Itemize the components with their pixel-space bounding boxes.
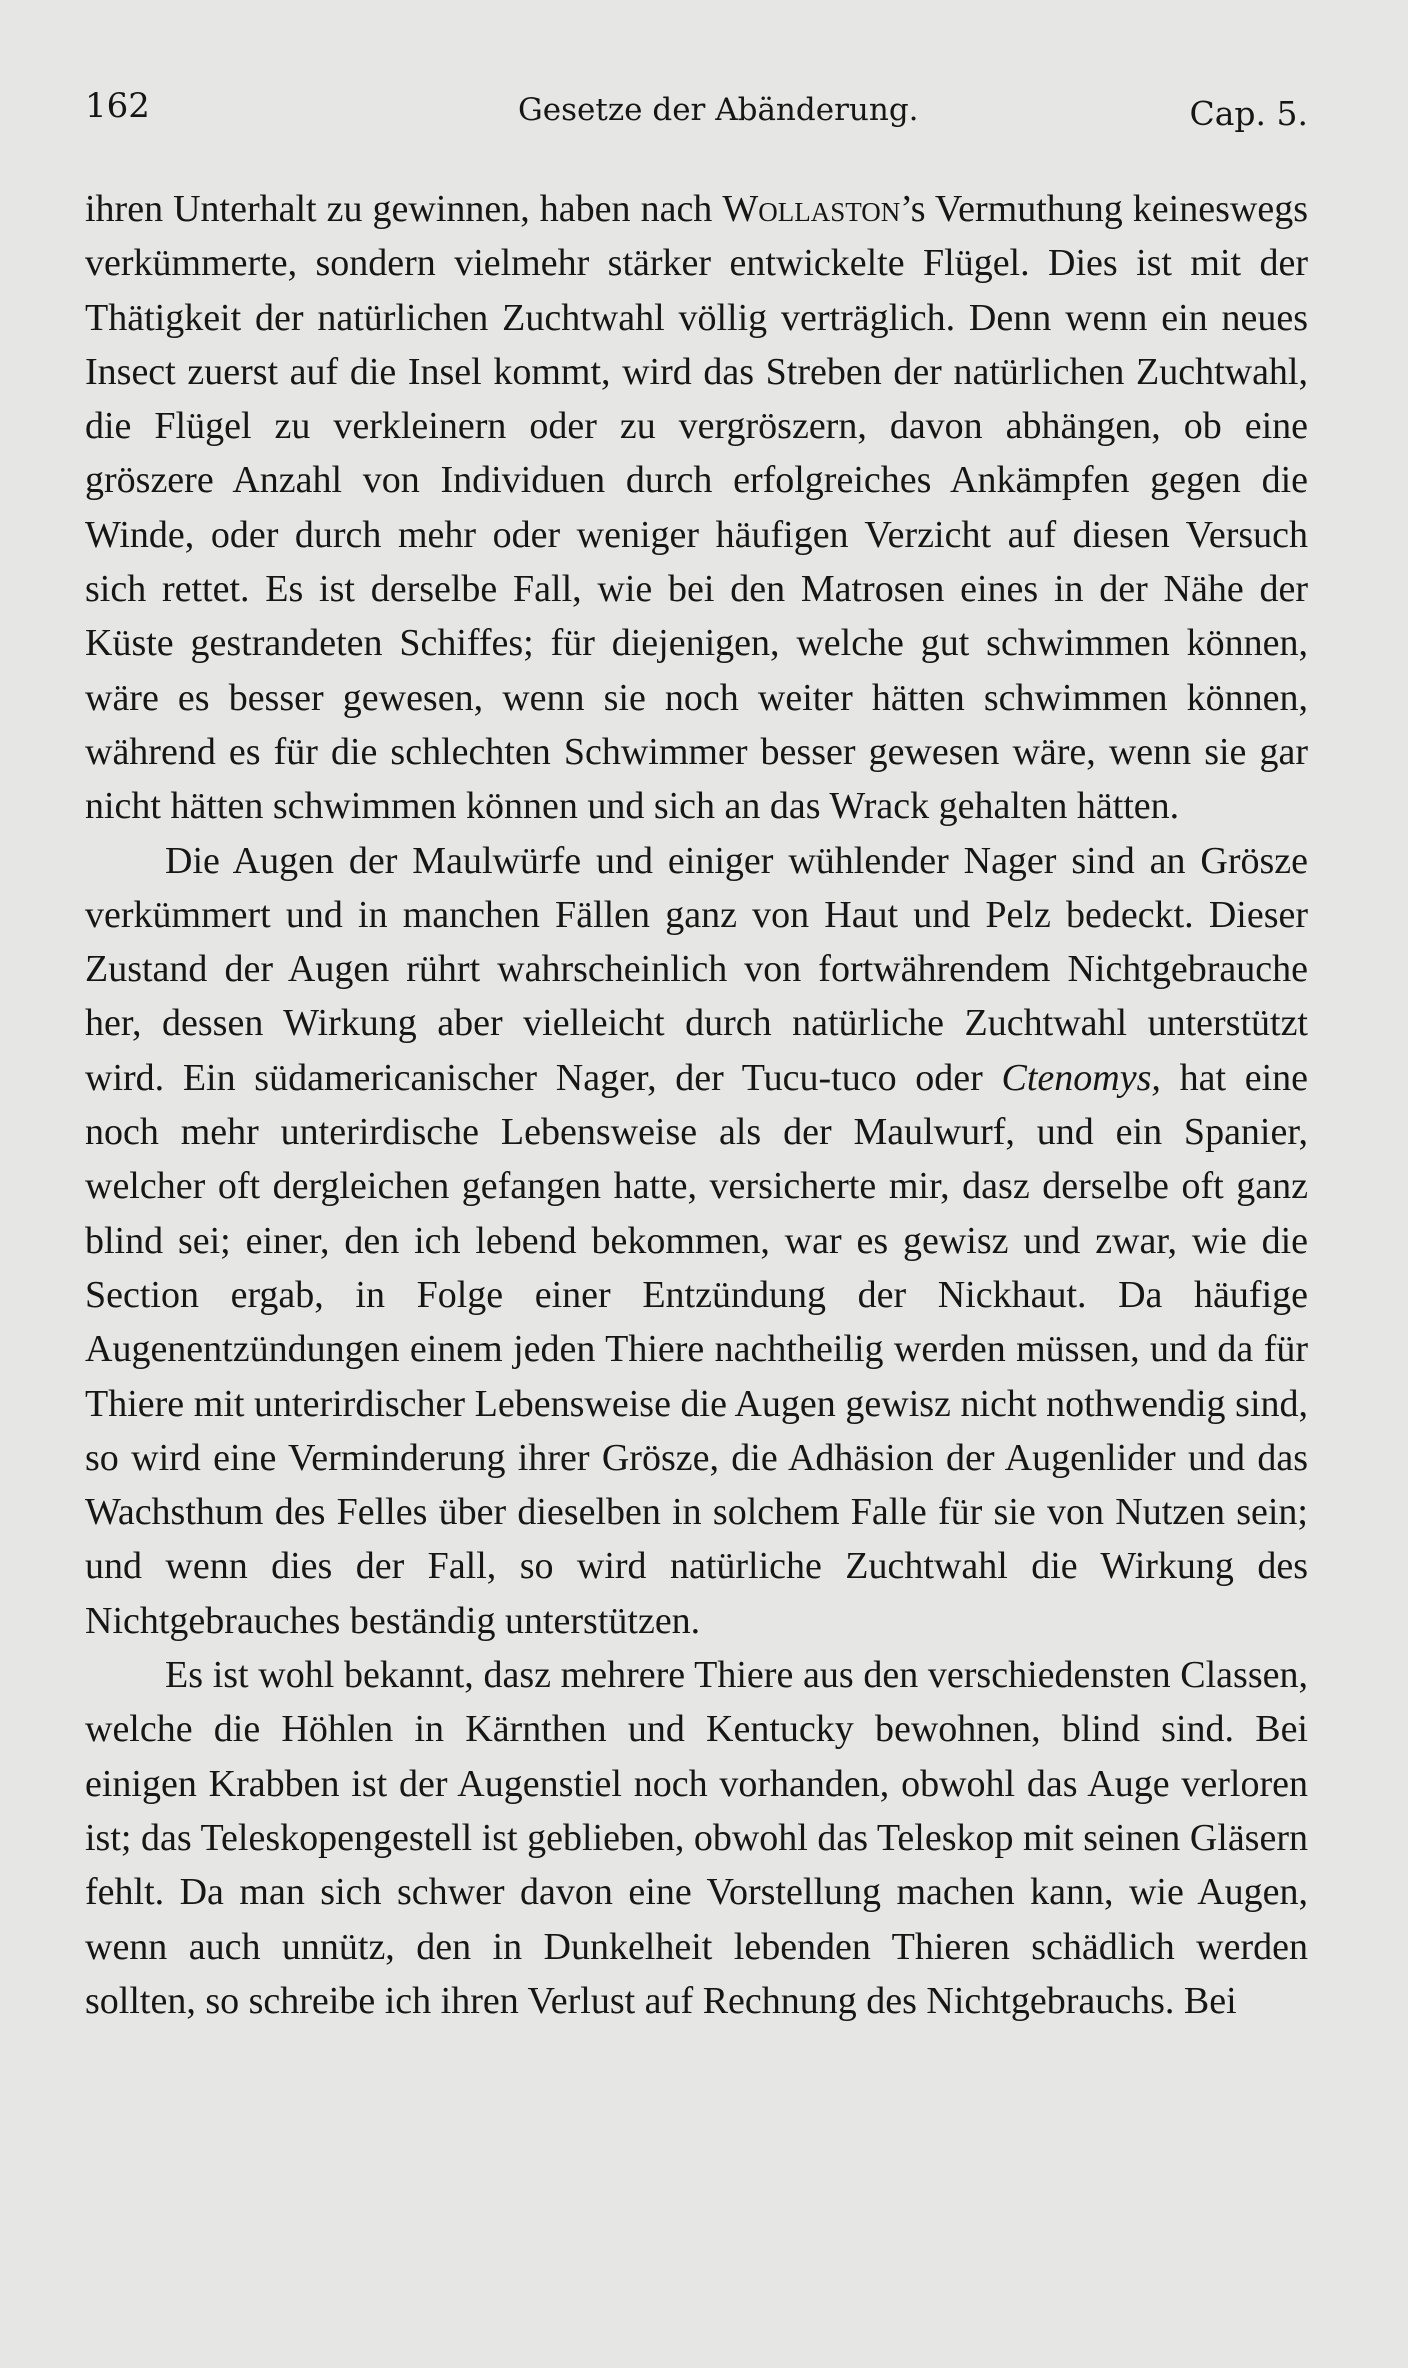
page-number: 162 [85,86,150,126]
paragraph-text: Die Augen der Maulwürfe und einiger wühlender Nager sind an Grösze verkümmert und in manchen Fällen ganz von Haut und Pelz bedeckt. Dieser Zustand der Augen rührt wahrscheinlich von fortwährendem Nichtgebrauche her, dessen Wirkung aber vielleicht durch natürliche Zuchtwahl unterstützt wird. Ein südamericanischer Nager, der Tucu-tuco oder [85,839,1308,1099]
paragraph-cave-animals [85,1648,1308,2028]
body-text [85,182,1308,2028]
paragraph-eyes-moles [85,834,1308,1648]
paragraph-wings [85,182,1308,834]
paragraph-text: ’s Vermuthung keineswegs verkümmerte, sondern vielmehr stärker entwickelte Flügel. Dies ist mit der Thätigkeit der natürlichen Zuchtwahl völlig verträglich. Denn wenn ein neues Insect zuerst auf die Insel kommt, wird das Streben der natürlichen Zuchtwahl, die Flügel zu verkleinern oder zu vergröszern, davon abhängen, ob eine gröszere Anzahl von Individuen durch erfolgreiches Ankämpfen gegen die Winde, oder durch mehr oder weniger häufigen Verzicht auf diesen Versuch sich rettet. Es ist derselbe Fall, wie bei den Matrosen eines in der Nähe der Küste gestrandeten Schiffes; für diejenigen, welche gut schwimmen können, wäre es besser gewesen, wenn sie noch weiter hätten schwimmen können, während es für die schlechten Schwimmer besser gewesen wäre, wenn sie gar nicht hätten schwimmen können und sich an das Wrack gehalten hätten. [85,188,1308,828]
author-name: Wollaston [722,188,901,230]
chapter-label: Cap. 5. [1189,94,1308,133]
paragraph-text: hat eine noch mehr unterirdische Lebensweise als der Maulwurf, und ein Spanier, welcher oft dergleichen gefangen hatte, versicherte mir, dasz derselbe oft ganz blind sei; einer, den ich lebend bekommen, war es gewisz und zwar, wie die Section ergab, in Folge einer Entzündung der Nickhaut. Da häufige Augenentzündungen einem jeden Thiere nachtheilig werden müssen, und da für Thiere mit unterirdischer Lebensweise die Augen gewisz nicht nothwendig sind, so wird eine Verminderung ihrer Grösze, die Adhäsion der Augenlider und das Wachsthum des Felles über dieselben in solchem Falle für sie von Nutzen sein; und wenn dies der Fall, so wird natürliche Zuchtwahl die Wirkung des Nichtgebrauches beständig unterstützen. [85,1056,1308,1642]
genus-name: Ctenomys, [1001,1056,1161,1099]
paragraph-text: ihren Unterhalt zu gewinnen, haben nach [85,188,723,230]
running-title: Gesetze der Abänderung. [518,92,919,128]
paragraph-text: Es ist wohl bekannt, dasz mehrere Thiere aus den verschiedensten Classen, welche die Höhlen in Kärnthen und Kentucky bewohnen, blind sind. Bei einigen Krabben ist der Augenstiel noch vorhanden, obwohl das Auge verloren ist; das Teleskopengestell ist geblieben, obwohl das Teleskop mit seinen Gläsern fehlt. Da man sich schwer davon eine Vorstellung machen kann, wie Augen, wenn auch unnütz, den in Dunkelheit lebenden Thieren schädlich werden sollten, so schreibe ich ihren Verlust auf Rechnung des Nichtgebrauchs. Bei [85,1654,1308,2022]
page-header [85,80,1308,140]
